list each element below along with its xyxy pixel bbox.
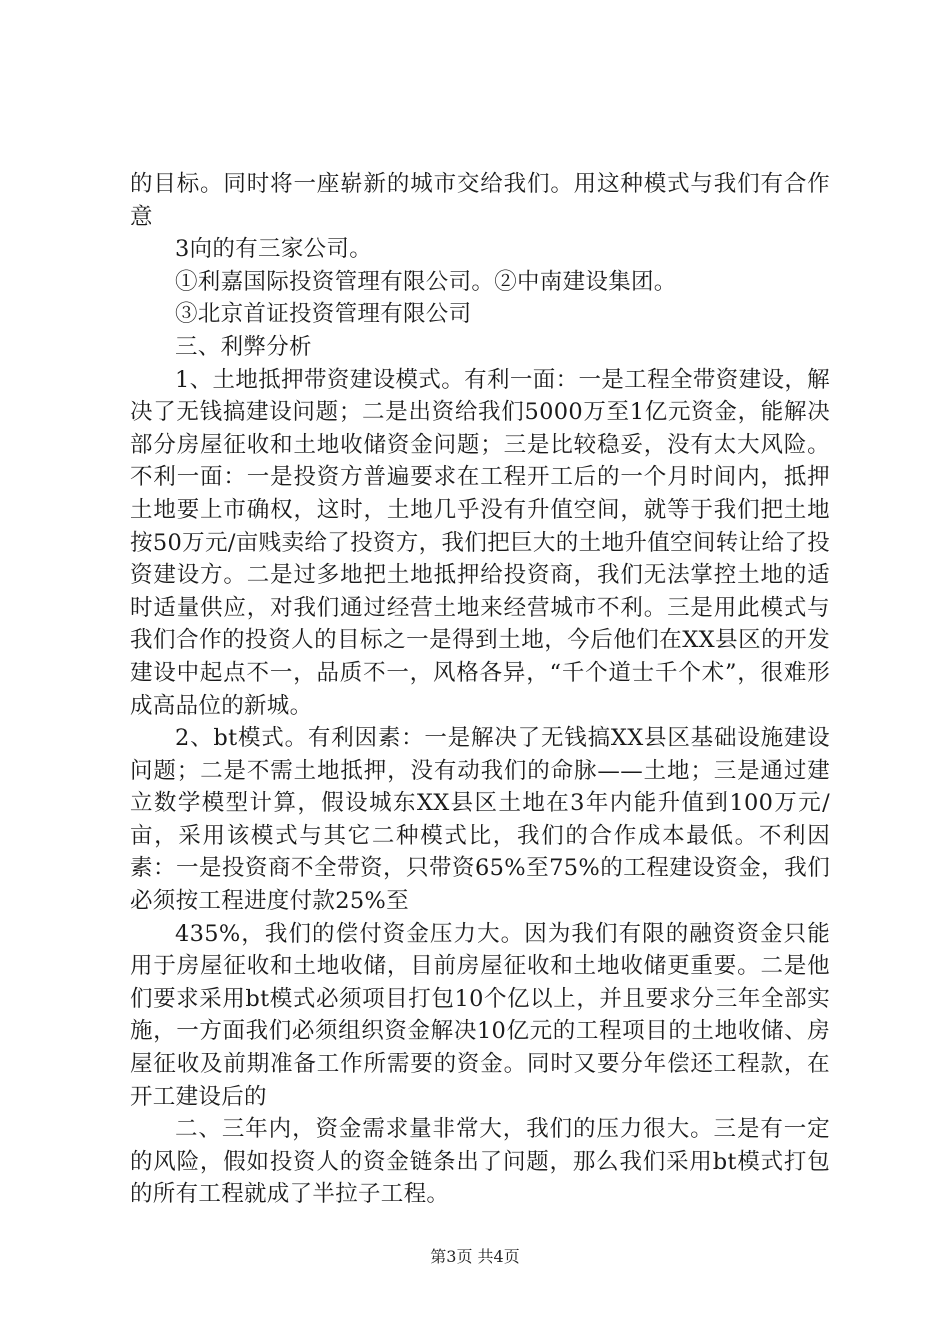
- paragraph-6: 1、土地抵押带资建设模式。有利一面：一是工程全带资建设，解决了无钱搞建设问题；二是出资给我们5000万至1亿元资金，能解决部分房屋征收和土地收储资金问题；三是比较稳妥，没有太大风险。不利一面：一是投资方普遍要求在工程开工后的一个月时间内，抵押土地要上市确权，这时，土地几乎没有升值空间，就等于我们把土地按50万元/亩贱卖给了投资方，我们把巨大的土地升值空间转让给了投资建设方。二是过多地把土地抵押给投资商，我们无法掌控土地的适时适量供应，对我们通过经营土地来经营城市不利。三是用此模式与我们合作的投资人的目标之一是得到土地，今后他们在XX县区的开发建设中起点不一，品质不一，风格各异，“千个道士千个术”，很难形成高品位的新城。: [130, 366, 830, 719]
- paragraph-2: 3向的有三家公司。: [175, 236, 373, 263]
- paragraph-7: 2、bt模式。有利因素：一是解决了无钱搞XX县区基础设施建设问题；二是不需土地抵押，没有动我们的命脉——土地；三是通过建立数学模型计算，假设城东XX县区土地在3年内能升值到100万元/亩，采用该模式与其它二种模式比，我们的合作成本最低。不利因素：一是投资商不全带资，只带资65%至75%的工程建设资金，我们必须按工程进度付款25%至: [130, 725, 830, 915]
- paragraph-4: ③北京首证投资管理有限公司: [175, 301, 472, 328]
- paragraph-9: 二、三年内，资金需求量非常大，我们的压力很大。三是有一定的风险，假如投资人的资金链条出了问题，那么我们采用bt模式打包的所有工程就成了半拉子工程。: [130, 1116, 830, 1208]
- body-text: [130, 168, 830, 1211]
- paragraph-8: 435%，我们的偿付资金压力大。因为我们有限的融资资金只能用于房屋征收和土地收储，目前房屋征收和土地收储更重要。二是他们要求采用bt模式必须项目打包10个亿以上，并且要求分三年全部实施，一方面我们必须组织资金解决10亿元的工程项目的土地收储、房屋征收及前期准备工作所需要的资金。同时又要分年偿还工程款，在开工建设后的: [130, 920, 830, 1110]
- paragraph-1: 的目标。同时将一座崭新的城市交给我们。用这种模式与我们有合作意: [130, 171, 830, 230]
- section-heading: 三、利弊分析: [175, 333, 312, 360]
- page-number-footer: 第3页 共4页: [430, 1247, 520, 1266]
- paragraph-3: ①利嘉国际投资管理有限公司。②中南建设集团。: [175, 268, 677, 295]
